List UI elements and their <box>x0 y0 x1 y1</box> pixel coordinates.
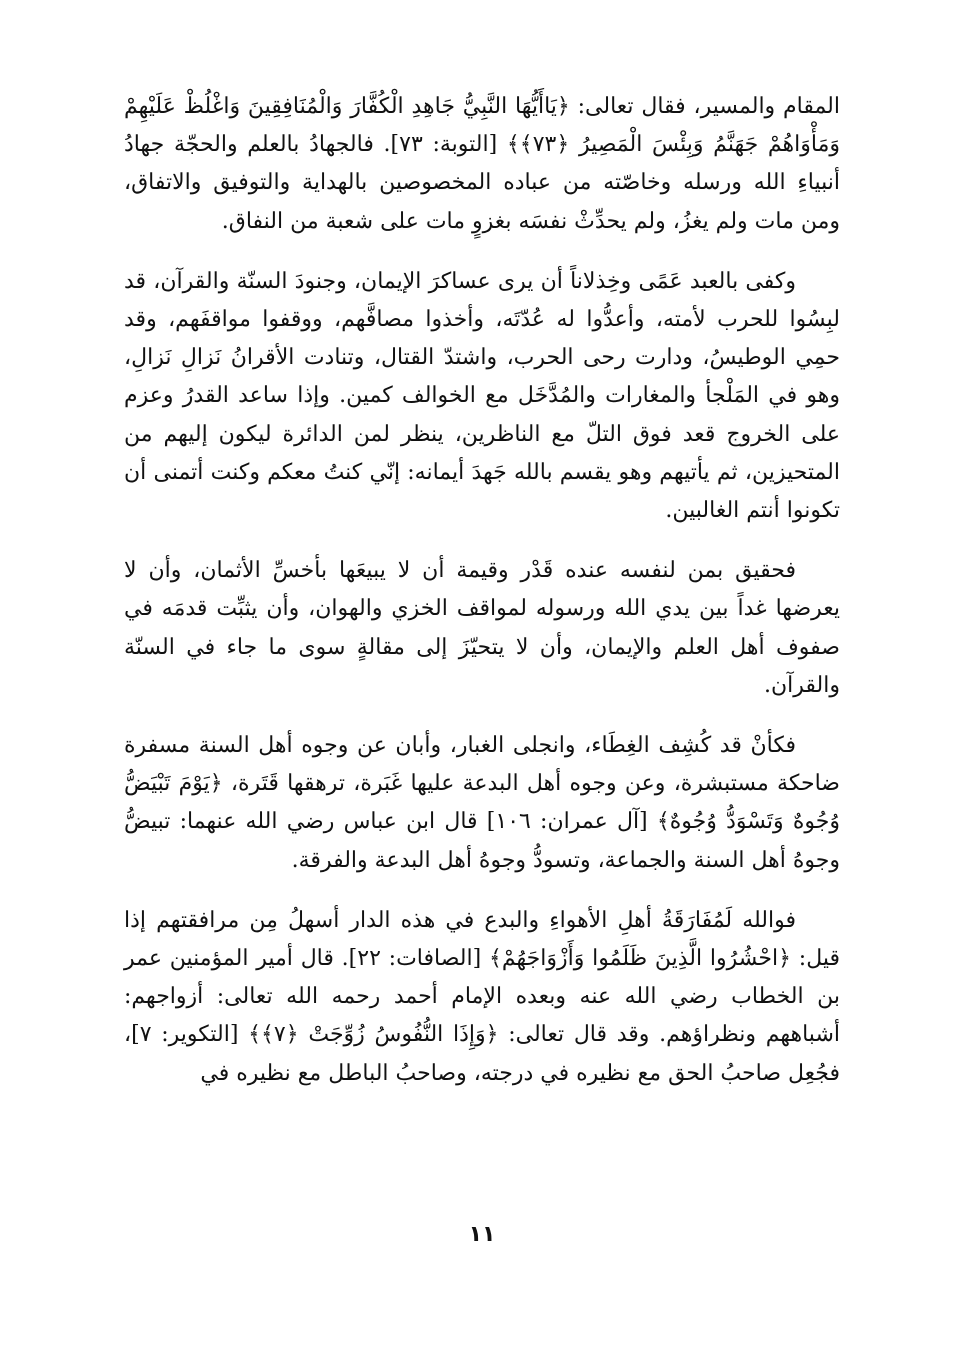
paragraph-4: فكأنْ قد كُشِف الغِطَاء، وانجلى الغبار، وأبان عن وجوه أهل السنة مسفرة ضاحكة مستبشرة، وعن وجوه أهل البدعة عليها غَبَرة، ترهقها قَتَرة، ﴿يَوْمَ تَبْيَضُّ وُجُوهٌ وَتَسْوَدُّ وُجُوهٌ﴾ [آل عمران: ١٠٦] قال ابن عباس رضي الله عنهما: تبيضُّ وجوهُ أهل السنة والجماعة، وتسودُّ وجوهُ أهل البدعة والفرقة. <box>124 733 840 873</box>
paragraph-1: المقام والمسير، فقال تعالى: ﴿يَاأَيُّهَا النَّبِيُّ جَاهِدِ الْكُفَّارَ وَالْمُنَافِقِينَ وَاغْلُظْ عَلَيْهِمْ وَمَأْوَاهُمْ جَهَنَّمُ وَبِئْسَ الْمَصِيرُ ﴿٧٣﴾﴾ [التوبة: ٧٣]. فالجهادُ بالعلم والحجّة جهادُ أنبياءِ الله ورسله وخاصّته من عباده المخصوصين بالهداية والتوفيق والاتفاق، ومن مات ولم يغزُ، ولم يحدِّثْ نفسَه بغزوٍ مات على شعبة من النفاق. <box>124 94 840 234</box>
page-body <box>124 88 840 1115</box>
paragraph-3: فحقيق بمن لنفسه عنده قَدْر وقيمة أن لا يبيعَها بأخسِّ الأثمان، وأن لا يعرضها غداً بين يدي الله ورسوله لمواقف الخزي والهوان، وأن يثبِّت قدمَه في صفوف أهل العلم والإيمان، وأن لا يتحيّزَ إلى مقالةٍ سوى ما جاء في السنّة والقرآن. <box>124 558 840 698</box>
page-number: ١١ <box>468 1222 496 1247</box>
paragraph-2: وكفى بالعبد عَمًى وخِذلاناً أن يرى عساكرَ الإيمان، وجنودَ السنّة والقرآن، قد لبِسُوا للحرب لأمته، وأعدُّوا له عُدّتَه، وأخذوا مصافَّهم، ووقفوا مواقفَهم، وقد حمِي الوطيسُ، ودارت رحى الحرب، واشتدّ القتال، وتنادت الأقرانُ نَزالِ نَزالِ، وهو في المَلْجأ والمغارات والمُدَّخَل مع الخوالف كمين. وإذا ساعد القدرُ وعزم على الخروج قعد فوق التلّ مع الناظرين، ينظر لمن الدائرة ليكون إليهم من المتحيزين، ثم يأتيهم وهو يقسم بالله جَهدَ أيمانه: إنّي كنتُ معكم وكنت أتمنى أن تكونوا أنتم الغالبين. <box>124 268 840 524</box>
paragraph-5: فوالله لَمُفَارَقَةُ أهلِ الأهواءِ والبدع في هذه الدار أسهلُ مِن مرافقتهم إذا قيل: ﴿احْشُرُوا الَّذِينَ ظَلَمُوا وَأَزْوَاجَهُمْ﴾ [الصافات: ٢٢]. قال أمير المؤمنين عمر بن الخطاب رضي الله عنه وبعده الإمام أحمد رحمه الله تعالى: أزواجهم: أشباههم ونظراؤهم. وقد قال تعالى: ﴿وَإِذَا النُّفُوسُ زُوِّجَتْ ﴿٧﴾﴾ [التكوير: ٧]، فجُعِل صاحبُ الحق مع نظيره في درجته، وصاحبُ الباطل مع نظيره في <box>124 907 841 1086</box>
